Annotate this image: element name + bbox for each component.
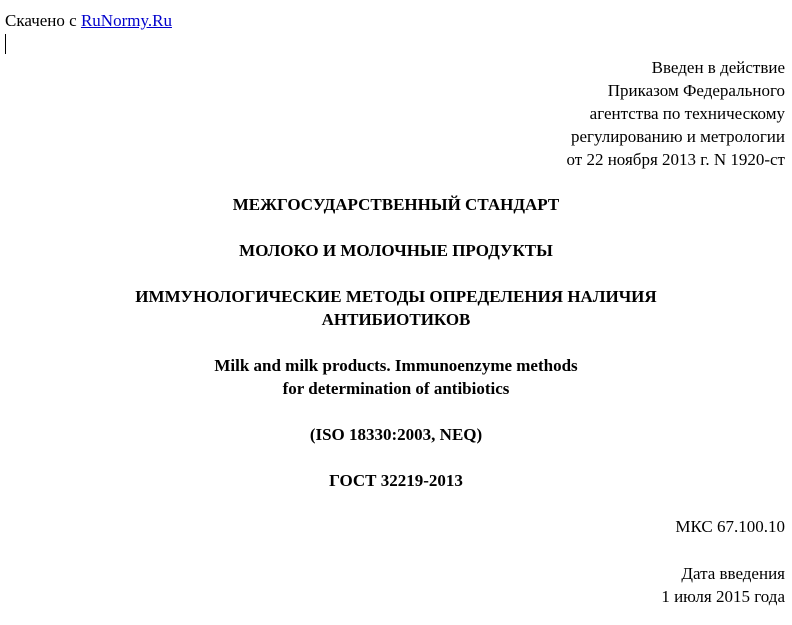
- text-cursor: [5, 34, 6, 54]
- iso-reference: [0, 423, 792, 446]
- english-title: [0, 354, 792, 400]
- iso-reference-text: (ISO 18330:2003, NEQ): [309, 425, 483, 444]
- approval-line: Введен в действие: [651, 58, 785, 77]
- standard-type-text: МЕЖГОСУДАРСТВЕННЫЙ СТАНДАРТ: [232, 195, 560, 214]
- gost-number: [0, 469, 792, 492]
- english-title-line-2: for determination of antibiotics: [282, 379, 510, 398]
- introduction-date: 1 июля 2015 года: [661, 587, 785, 606]
- mks-code: МКС 67.100.10: [675, 517, 785, 536]
- approval-line: Приказом Федерального: [607, 81, 785, 100]
- approval-line: регулированию и метрологии: [570, 127, 785, 146]
- english-title-line-1: Milk and milk products. Immunoenzyme methods: [214, 356, 578, 375]
- download-source-line: [5, 9, 172, 32]
- introduction-date-label: Дата введения: [681, 564, 785, 583]
- product-heading: [0, 239, 792, 262]
- approval-block: [567, 56, 786, 171]
- method-line-2: АНТИБИОТИКОВ: [321, 310, 471, 329]
- gost-number-text: ГОСТ 32219-2013: [329, 471, 463, 490]
- approval-line: от 22 ноября 2013 г. N 1920-ст: [566, 150, 785, 169]
- method-line-1: ИММУНОЛОГИЧЕСКИЕ МЕТОДЫ ОПРЕДЕЛЕНИЯ НАЛИЧИЯ: [135, 287, 657, 306]
- standard-type-heading: [0, 193, 792, 216]
- approval-line: агентства по техническому: [589, 104, 785, 123]
- download-source-prefix: Скачено с: [5, 11, 81, 30]
- runormy-link[interactable]: RuNormy.Ru: [80, 11, 172, 30]
- product-text: МОЛОКО И МОЛОЧНЫЕ ПРОДУКТЫ: [239, 241, 553, 260]
- method-heading: [0, 285, 792, 331]
